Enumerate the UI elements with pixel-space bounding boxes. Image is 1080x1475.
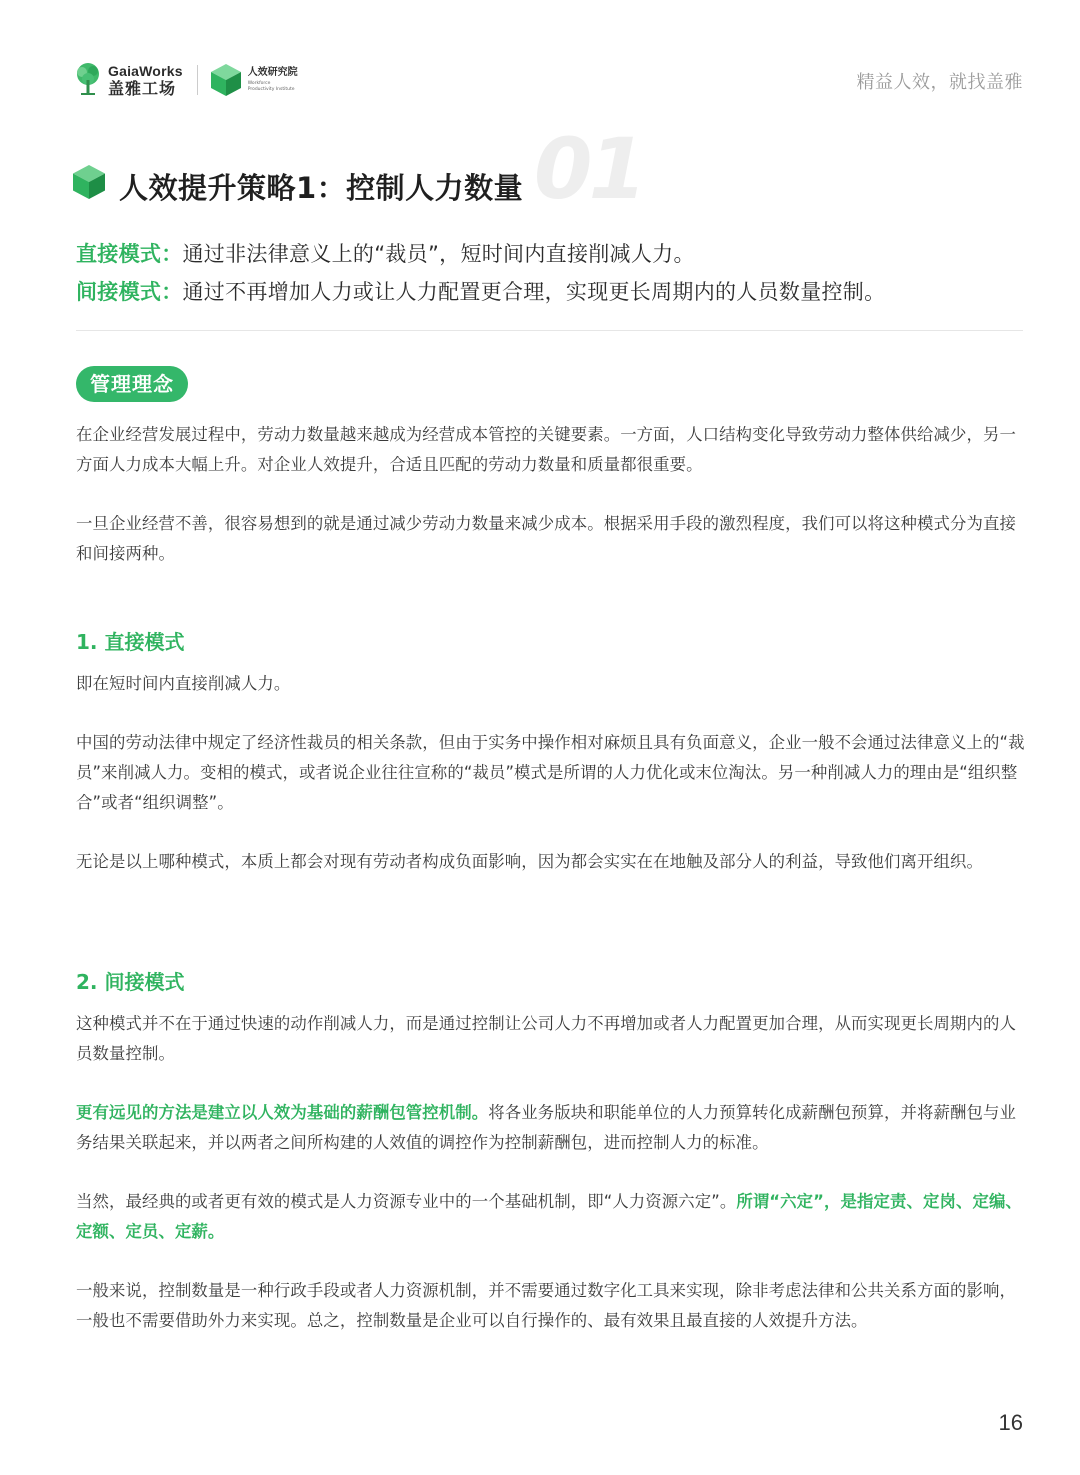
mode-label: 直接模式： (76, 242, 183, 266)
intro-paragraph: 一旦企业经营不善，很容易想到的就是通过减少劳动力数量来减少成本。根据采用手段的激烈程度，我们可以将这种模式分为直接和间接两种。 (76, 514, 1016, 563)
brand-cn: 盖雅工场 (108, 78, 177, 98)
intro-paragraph: 在企业经营发展过程中，劳动力数量越来越成为经营成本管控的关键要素。一方面，人口结构变化导致劳动力整体供给减少，另一方面人力成本大幅上升。对企业人效提升，合适且匹配的劳动力数量和质量都很重要。 (76, 425, 1016, 474)
subheading-direct: 1. 直接模式 (76, 630, 185, 654)
body-paragraph (76, 1187, 1026, 1247)
title-watermark: 01 (534, 120, 643, 218)
green-cube-icon (72, 164, 106, 200)
body-text: 当然，最经典的或者更有效的模式是人力资源专业中的一个基础机制，即“人力资源六定”。 (76, 1192, 737, 1211)
mode-text: 通过不再增加人力或让人力配置更合理，实现更长周期内的人员数量控制。 (182, 280, 886, 304)
body-paragraph: 无论是以上哪种模式，本质上都会对现有劳动者构成负面影响，因为都会实实在在地触及部分人的利益，导致他们离开组织。 (76, 852, 983, 871)
cube-logo-icon (210, 63, 242, 97)
body-paragraph (76, 1098, 1026, 1158)
institute-en-2: Productivity Institute (247, 86, 295, 92)
body-text: 将各业务版块和职能单位的人力预算转化成薪酬包预算，并将薪酬包与业务结果关联起来，并以两者之间所构建的人效值的调控作为控制薪酬包，进而控制人力的标准。 (76, 1103, 1016, 1152)
page-number: 16 (998, 1410, 1023, 1435)
subheading-indirect: 2. 间接模式 (76, 970, 185, 994)
mode-line-indirect (76, 276, 885, 306)
mode-text: 通过非法律意义上的“裁员”，短时间内直接削减人力。 (182, 242, 695, 266)
divider (76, 330, 1023, 331)
logo-group (74, 62, 298, 98)
brand-en: GaiaWorks (108, 62, 183, 79)
highlight-text: 更有远见的方法是建立以人效为基础的薪酬包管控机制。 (76, 1103, 489, 1122)
page-title: 人效提升策略1：控制人力数量 (119, 171, 524, 205)
institute-cn: 人效研究院 (247, 66, 298, 78)
highlight-text: 所谓“六定”，是指定责、定岗、定编、定额、定员、定薪。 (76, 1192, 1022, 1241)
body-paragraph: 中国的劳动法律中规定了经济性裁员的相关条款，但由于实务中操作相对麻烦且具有负面意义，企业一般不会通过法律意义上的“裁员”来削减人力。变相的模式，或者说企业往往宣称的“裁员”模式是所谓的人力优化或末位淘汰。另一种削减人力的理由是“组织整合”或者“组织调整”。 (76, 733, 1025, 812)
body-paragraph: 一般来说，控制数量是一种行政手段或者人力资源机制，并不需要通过数字化工具来实现，除非考虑法律和公共关系方面的影响，一般也不需要借助外力来实现。总之，控制数量是企业可以自行操作的、最有效果且最直接的人效提升方法。 (76, 1281, 1016, 1330)
body-paragraph: 即在短时间内直接削减人力。 (76, 674, 291, 693)
mode-line-direct (76, 238, 695, 268)
logo-divider (197, 65, 198, 95)
gaiaworks-logo (74, 62, 183, 98)
institute-en-1: Workforce (247, 80, 271, 86)
section-title (72, 120, 772, 218)
mode-label: 间接模式： (76, 280, 183, 304)
slogan: 精益人效，就找盖雅 (856, 72, 1023, 93)
institute-logo (210, 63, 298, 97)
tree-logo-icon (74, 62, 102, 98)
body-paragraph: 这种模式并不在于通过快速的动作削减人力，而是通过控制让公司人力不再增加或者人力配置更加合理，从而实现更长周期内的人员数量控制。 (76, 1014, 1016, 1063)
page-header (74, 60, 1023, 104)
section-tag: 管理理念 (76, 366, 188, 402)
